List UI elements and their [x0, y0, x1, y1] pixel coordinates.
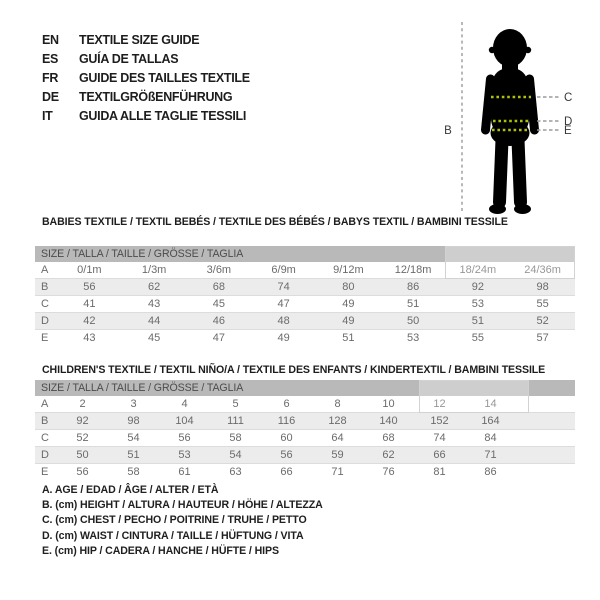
language-row	[42, 49, 250, 68]
language-code: IT	[42, 108, 53, 123]
table-row	[35, 464, 575, 480]
table-cell: 3/6m	[206, 264, 232, 276]
table-cell: 53	[178, 449, 191, 461]
table-cell: 54	[127, 432, 140, 444]
table-cell: 50	[76, 449, 89, 461]
table-cell: 10	[382, 398, 395, 410]
table-cell: 74	[277, 281, 290, 293]
table-cell: 140	[379, 415, 398, 427]
table-cell: 66	[280, 466, 293, 478]
table-row	[35, 413, 575, 430]
children-size-table-body	[35, 396, 575, 480]
language-code: EN	[42, 32, 59, 47]
babies-section-title: BABIES TEXTILE / TEXTIL BEBÉS / TEXTILE DES BÉBÉS / BABYS TEXTIL / BAMBINI TESSILE	[42, 216, 508, 228]
row-label: A	[41, 398, 49, 410]
table-cell: 52	[76, 432, 89, 444]
row-label: D	[41, 449, 49, 461]
children-section-title: CHILDREN'S TEXTILE / TEXTIL NIÑO/A / TEXTILE DES ENFANTS / KINDERTEXTIL / BAMBINI TESSILE	[42, 364, 546, 376]
table-row	[35, 430, 575, 447]
table-cell: 47	[277, 298, 290, 310]
legend-item: E. (cm) HIP / CADERA / HANCHE / HÜFTE / HIPS	[42, 544, 279, 557]
table-row	[35, 447, 575, 464]
table-cell: 4	[181, 398, 188, 410]
language-title: GUÍA DE TALLAS	[79, 51, 179, 66]
row-label: B	[41, 281, 49, 293]
measurement-legend	[42, 484, 323, 560]
table-cell: 1/3m	[141, 264, 167, 276]
table-cell: 12	[433, 398, 446, 410]
table-cell: 0/1m	[77, 264, 102, 276]
table-cell: 6	[283, 398, 290, 410]
language-row	[42, 30, 250, 49]
table-cell: 48	[277, 315, 290, 327]
table-cell: 92	[76, 415, 89, 427]
table-cell: 56	[280, 449, 293, 461]
table-cell: 2	[79, 398, 86, 410]
language-title: TEXTILE SIZE GUIDE	[79, 32, 200, 47]
table-cell: 49	[342, 315, 355, 327]
table-row	[35, 279, 575, 296]
table-row	[35, 313, 575, 330]
table-cell: 47	[212, 332, 225, 344]
table-cell: 52	[536, 315, 549, 327]
size-table-header: SIZE / TALLA / TAILLE / GRÖSSE / TAGLIA	[35, 380, 575, 396]
legend-item: A. AGE / EDAD / ÂGE / ALTER / ETÀ	[42, 484, 219, 496]
table-cell: 53	[407, 332, 420, 344]
legend-item: B. (cm) HEIGHT / ALTURA / HAUTEUR / HÖHE / ALTEZZA	[42, 499, 323, 512]
chest-label: C	[564, 92, 573, 104]
row-label: C	[41, 298, 49, 310]
legend-item: C. (cm) CHEST / PECHO / POITRINE / TRUHE / PETTO	[42, 514, 307, 527]
table-cell: 56	[76, 466, 89, 478]
table-cell: 57	[536, 332, 549, 344]
table-row	[35, 330, 575, 346]
row-label: B	[41, 415, 49, 427]
children-size-table	[35, 380, 575, 480]
language-code: ES	[42, 51, 59, 66]
table-cell: 54	[229, 449, 242, 461]
table-cell: 63	[229, 466, 242, 478]
table-row	[35, 296, 575, 313]
table-cell: 76	[382, 466, 395, 478]
table-cell: 104	[175, 415, 194, 427]
row-label: D	[41, 315, 49, 327]
table-cell: 60	[280, 432, 293, 444]
table-cell: 51	[342, 332, 355, 344]
table-cell: 71	[331, 466, 344, 478]
table-cell: 62	[148, 281, 161, 293]
language-code: FR	[42, 70, 59, 85]
table-cell: 45	[212, 298, 225, 310]
table-cell: 6/9m	[271, 264, 296, 276]
table-cell: 5	[232, 398, 239, 410]
height-label: B	[444, 125, 452, 137]
language-row	[42, 68, 250, 87]
table-cell: 152	[430, 415, 449, 427]
table-cell: 164	[481, 415, 500, 427]
table-cell: 116	[277, 415, 296, 427]
table-cell: 111	[227, 415, 244, 427]
table-cell: 8	[334, 398, 341, 410]
table-cell: 68	[382, 432, 395, 444]
table-cell: 56	[83, 281, 96, 293]
table-cell: 71	[484, 449, 497, 461]
language-title: TEXTILGRÖßENFÜHRUNG	[79, 89, 233, 104]
language-code: DE	[42, 89, 59, 104]
babies-size-table	[35, 246, 575, 346]
size-table-header: SIZE / TALLA / TAILLE / GRÖSSE / TAGLIA	[35, 246, 575, 262]
babies-size-table-body	[35, 262, 575, 346]
table-cell: 68	[212, 281, 225, 293]
table-cell: 66	[433, 449, 446, 461]
table-cell: 18/24m	[459, 264, 497, 276]
table-cell: 58	[229, 432, 242, 444]
language-row	[42, 87, 250, 106]
table-cell: 51	[127, 449, 140, 461]
language-title: GUIDA ALLE TAGLIE TESSILI	[79, 108, 247, 123]
table-cell: 41	[83, 298, 96, 310]
table-cell: 53	[471, 298, 484, 310]
table-cell: 43	[83, 332, 96, 344]
table-cell: 3	[130, 398, 137, 410]
table-cell: 55	[471, 332, 484, 344]
table-cell: 128	[328, 415, 347, 427]
child-silhouette-diagram	[433, 12, 585, 224]
table-cell: 55	[536, 298, 549, 310]
table-cell: 56	[178, 432, 191, 444]
hip-label: E	[564, 125, 572, 137]
table-cell: 45	[148, 332, 161, 344]
row-label: C	[41, 432, 49, 444]
table-cell: 61	[178, 466, 191, 478]
language-row	[42, 106, 250, 125]
table-cell: 46	[212, 315, 225, 327]
table-cell: 50	[407, 315, 420, 327]
table-cell: 12/18m	[394, 264, 432, 276]
language-title-list	[42, 30, 250, 125]
table-cell: 51	[407, 298, 420, 310]
waist-label: D	[564, 116, 573, 128]
table-cell: 64	[331, 432, 344, 444]
row-label: A	[41, 264, 49, 276]
table-cell: 98	[127, 415, 140, 427]
table-cell: 49	[277, 332, 290, 344]
table-row	[35, 262, 575, 279]
table-cell: 44	[148, 315, 161, 327]
table-cell: 14	[484, 398, 497, 410]
table-cell: 62	[382, 449, 395, 461]
table-row	[35, 396, 575, 413]
table-cell: 84	[484, 432, 497, 444]
row-label: E	[41, 332, 49, 344]
table-cell: 42	[83, 315, 96, 327]
legend-item: D. (cm) WAIST / CINTURA / TAILLE / HÜFTUNG / VITA	[42, 529, 304, 542]
table-cell: 24/36m	[524, 264, 561, 276]
table-cell: 98	[536, 281, 549, 293]
table-cell: 80	[342, 281, 355, 293]
table-cell: 43	[148, 298, 161, 310]
table-cell: 51	[471, 315, 484, 327]
table-cell: 81	[433, 466, 446, 478]
table-cell: 74	[433, 432, 446, 444]
table-cell: 59	[331, 449, 344, 461]
row-label: E	[41, 466, 49, 478]
table-cell: 86	[484, 466, 497, 478]
table-cell: 49	[342, 298, 355, 310]
table-cell: 9/12m	[333, 264, 364, 276]
language-title: GUIDE DES TAILLES TEXTILE	[79, 70, 250, 85]
table-cell: 92	[471, 281, 484, 293]
table-cell: 58	[127, 466, 140, 478]
table-cell: 86	[407, 281, 420, 293]
